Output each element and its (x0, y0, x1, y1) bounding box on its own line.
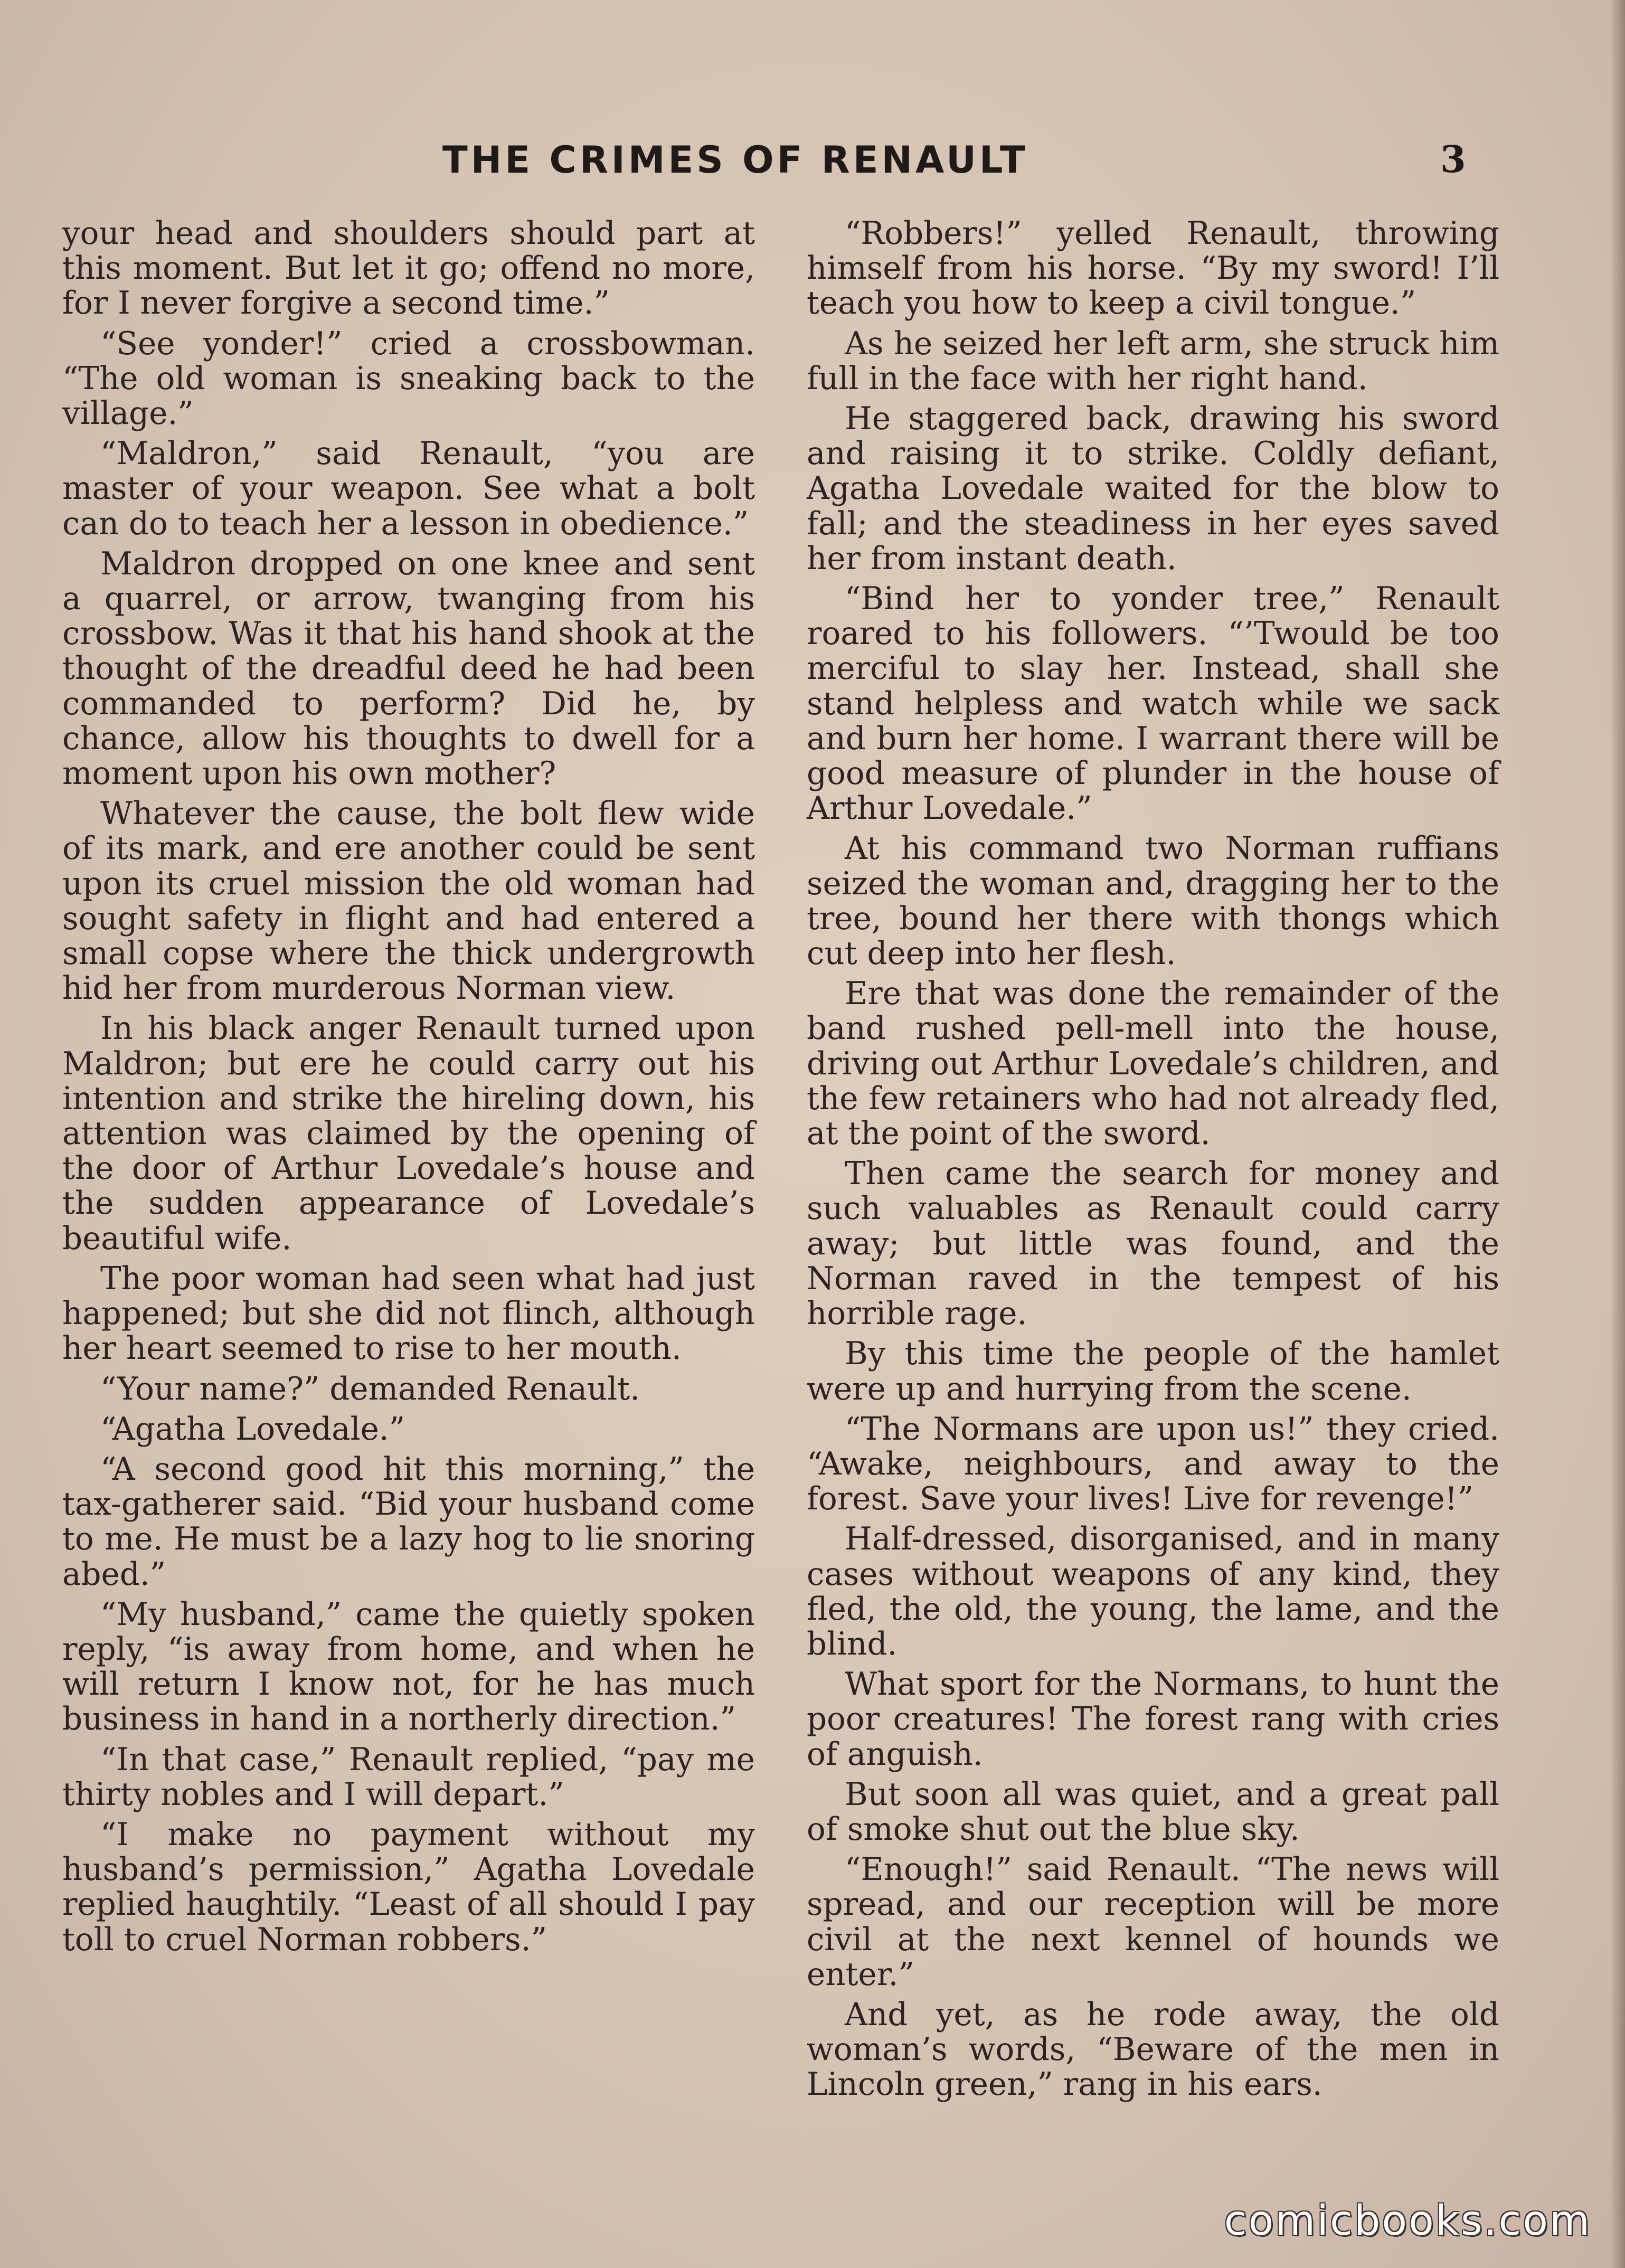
paragraph: He staggered back, drawing his sword and raising it to strike. Coldly defiant, Agatha Lovedale waited for the blow to fall; and the steadiness in her eyes saved her from instant death. (807, 401, 1499, 577)
paragraph: “Your name?” demanded Renault. (100, 1371, 640, 1407)
paragraph: And yet, as he rode away, the old woman’s words, “Beware of the men in Lincoln green,” rang in his ears. (807, 1996, 1499, 2103)
paragraph: The poor woman had seen what had just happened; but she did not flinch, although her heart seemed to rise to her mouth. (62, 1260, 755, 1367)
left-column (62, 216, 755, 1963)
paragraph: “Agatha Lovedale.” (100, 1411, 405, 1448)
paragraph: “In that case,” Renault replied, “pay me thirty nobles and I will depart.” (62, 1741, 755, 1813)
paragraph: “See yonder!” cried a crossbowman. “The old woman is sneaking back to the village.” (62, 325, 755, 432)
paragraph: “Enough!” said Renault. “The news will spread, and our reception will be more civil at the next kennel of hounds we enter.” (807, 1851, 1499, 1993)
running-title: THE CRIMES OF RENAULT (442, 138, 1028, 182)
page-header (0, 138, 1625, 191)
paragraph: “Robbers!” yelled Renault, throwing himself from his horse. “By my sword! I’ll teach you how to keep a civil tongue.” (807, 215, 1499, 322)
paragraph: Whatever the cause, the bolt flew wide of its mark, and ere another could be sent upon its cruel mission the old woman had sought safety in flight and had entered a small copse where the thick undergrowth hid her from murderous Norman view. (62, 796, 755, 1007)
watermark: comicbooks.com (1224, 2197, 1591, 2245)
paragraph: Then came the search for money and such valuables as Renault could carry away; but little was found, and the Norman raved in the tempest of his horrible rage. (807, 1156, 1499, 1333)
paragraph: “Maldron,” said Renault, “you are master of your weapon. See what a bolt can do to teach her a lesson in obedience.” (62, 436, 755, 542)
paragraph: What sport for the Normans, to hunt the poor creatures! The forest rang with cries of anguish. (807, 1666, 1499, 1773)
paragraph: Ere that was done the remainder of the band rushed pell-mell into the house, driving out Arthur Lovedale’s children, and the few retainers who had not already fled, at the point of the sword. (807, 976, 1499, 1152)
paragraph: As he seized her left arm, she struck him full in the face with her right hand. (807, 325, 1499, 397)
paragraph: Half-dressed, disorganised, and in many cases without weapons of any kind, they fled, the old, the young, the lame, and the blind. (807, 1521, 1499, 1662)
paragraph: “The Normans are upon us!” they cried. “Awake, neighbours, and away to the forest. Save your lives! Live for revenge!” (807, 1411, 1499, 1518)
paragraph: your head and shoulders should part at this moment. But let it go; offend no more, for I never forgive a second time.” (62, 215, 755, 322)
right-column (807, 216, 1499, 2108)
paragraph: “Bind her to yonder tree,” Renault roared to his followers. “’Twould be too merciful to slay her. Instead, shall she stand helpless and watch while we sack and burn her home. I warrant there will be good measure of plunder in the house of Arthur Lovedale.” (807, 581, 1499, 827)
paragraph: “My husband,” came the quietly spoken reply, “is away from home, and when he will return I know not, for he has much business in hand in a northerly direction.” (62, 1596, 755, 1738)
paragraph: By this time the people of the hamlet were up and hurrying from the scene. (807, 1336, 1499, 1407)
paragraph: “I make no payment without my husband’s permission,” Agatha Lovedale replied haughtily. “Least of all should I pay toll to cruel Norman robbers.” (62, 1816, 755, 1958)
paragraph: But soon all was quiet, and a great pall of smoke shut out the blue sky. (807, 1776, 1499, 1848)
paragraph: “A second good hit this morning,” the tax-gatherer said. “Bid your husband come to me. He must be a lazy hog to lie snoring abed.” (62, 1451, 755, 1593)
paragraph: At his command two Norman ruffians seized the woman and, dragging her to the tree, bound her there with thongs which cut deep into her flesh. (807, 830, 1499, 972)
paragraph: In his black anger Renault turned upon Maldron; but ere he could carry out his intention and strike the hireling down, his attention was claimed by the opening of the door of Arthur Lovedale’s house and the sudden appearance of Lovedale’s beautiful wife. (62, 1010, 755, 1257)
page-number: 3 (1440, 137, 1466, 181)
paragraph: Maldron dropped on one knee and sent a quarrel, or arrow, twanging from his crossbow. Was it that his hand shook at the thought of the dreadful deed he had been commanded to perform? Did he, by chance, allow his thoughts to dwell for a moment upon his own mother? (62, 545, 755, 792)
page-edge-shadow (1610, 0, 1625, 2268)
